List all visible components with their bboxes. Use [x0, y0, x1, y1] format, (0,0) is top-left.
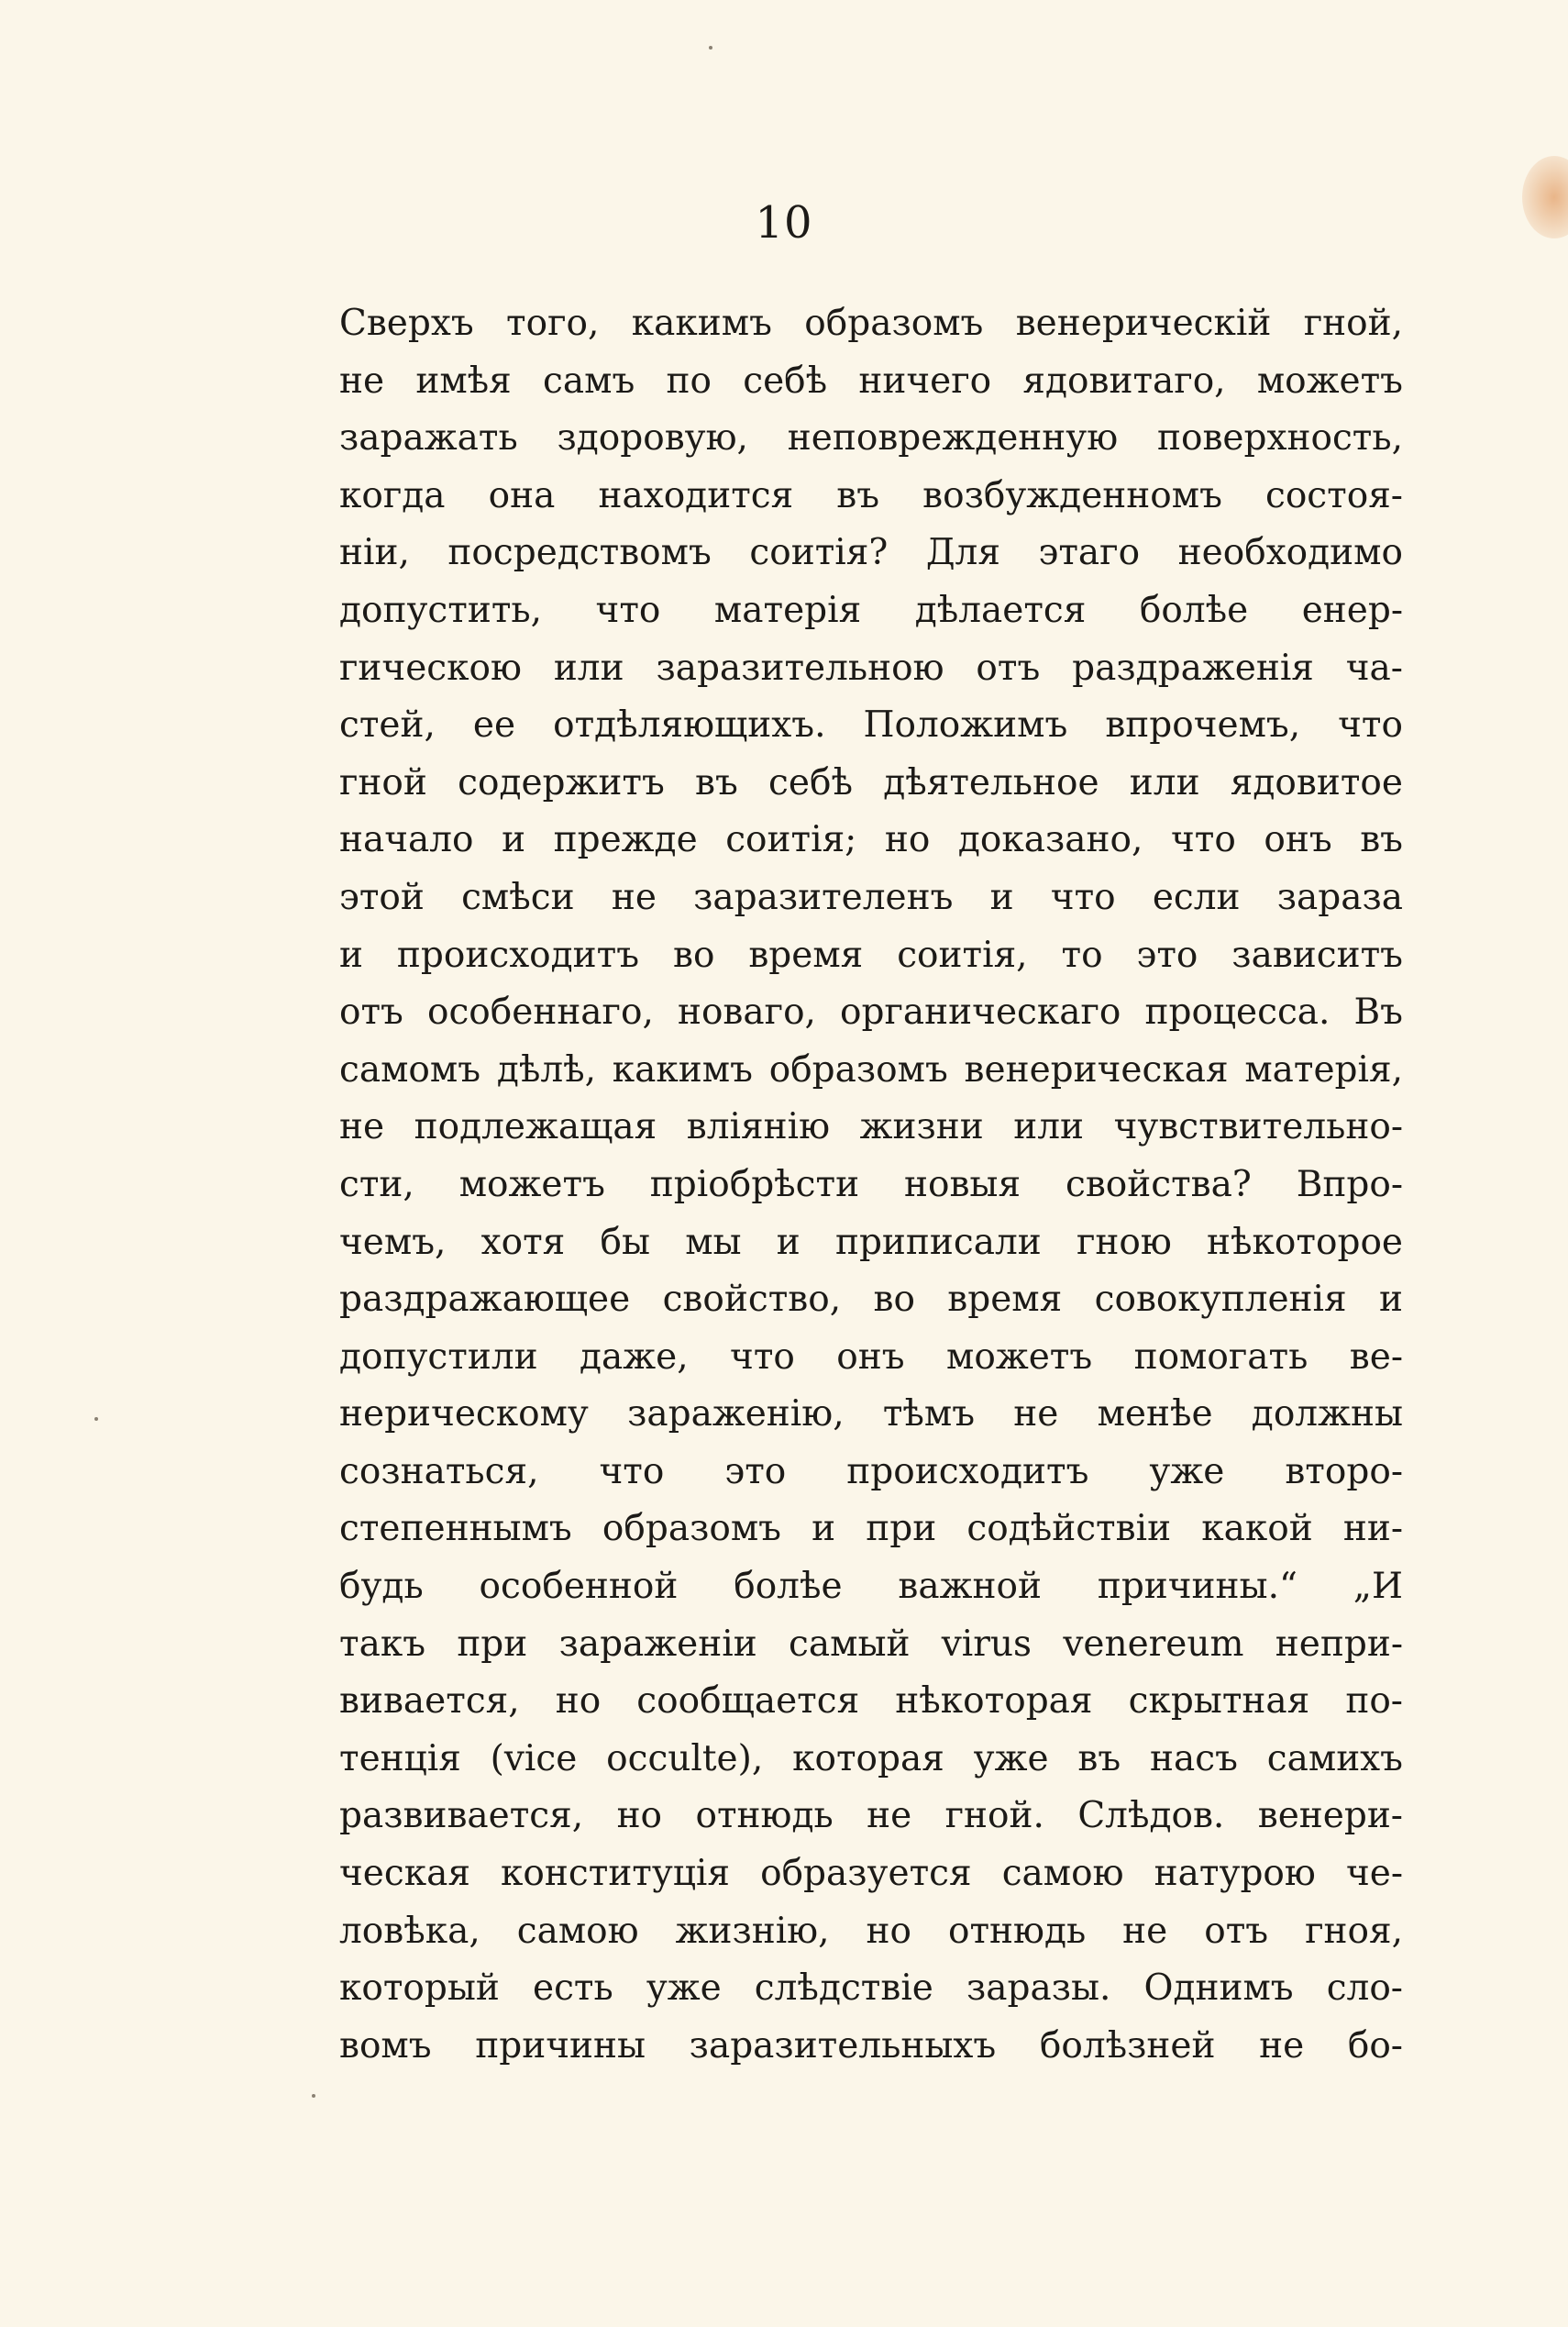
- text-line: вивается, но сообщается нѣкоторая скрытная по-: [339, 1680, 1403, 1723]
- paper-speck: [94, 1417, 98, 1421]
- text-line: гной содержитъ въ себѣ дѣятельное или ядовитое: [339, 761, 1403, 803]
- text-line: Сверхъ того, какимъ образомъ венерическій гной,: [339, 303, 1403, 344]
- text-line: сти, можетъ пріобрѣсти новыя свойства? Впро-: [339, 1163, 1403, 1205]
- text-line: этой смѣси не заразителенъ и что если зараза: [339, 876, 1403, 918]
- text-line: отъ особеннаго, новаго, органическаго процесса. Въ: [339, 992, 1403, 1034]
- text-line: будь особенной болѣе важной причины.“ „И: [339, 1566, 1403, 1608]
- text-line: и происходитъ во время соитія, то это зависитъ: [339, 934, 1403, 976]
- paper-speck: [312, 2094, 315, 2098]
- text-line: начало и прежде соитія; но доказано, что онъ въ: [339, 819, 1403, 861]
- text-line: который есть уже слѣдствіе заразы. Однимъ сло-: [339, 1967, 1403, 2010]
- text-line: заражать здоровую, неповрежденную поверхность,: [339, 417, 1403, 460]
- paper-speck: [709, 46, 712, 50]
- text-line: не имѣя самъ по себѣ ничего ядовитаго, можетъ: [339, 360, 1403, 402]
- page-number: 10: [755, 197, 813, 249]
- text-line: тенція (vice occulte), которая уже въ насъ самихъ: [339, 1737, 1403, 1779]
- text-line: степеннымъ образомъ и при содѣйствіи какой ни-: [339, 1508, 1403, 1550]
- text-line: ловѣка, самою жизнію, но отнюдь не отъ гноя,: [339, 1910, 1403, 1952]
- text-line: такъ при зараженіи самый virus venereum непри-: [339, 1623, 1403, 1665]
- text-line: чемъ, хотя бы мы и приписали гною нѣкоторое: [339, 1221, 1403, 1263]
- text-line: гическою или заразительною отъ раздраженія ча-: [339, 647, 1403, 689]
- text-line: не подлежащая вліянію жизни или чувствительно-: [339, 1106, 1403, 1148]
- text-line: допустить, что матерія дѣлается болѣе енер-: [339, 589, 1403, 631]
- text-line: когда она находится въ возбужденномъ состоя-: [339, 474, 1403, 516]
- text-line: нерическому зараженію, тѣмъ не менѣе должны: [339, 1393, 1403, 1435]
- text-line: допустили даже, что онъ можетъ помогать ве-: [339, 1335, 1403, 1378]
- text-line: самомъ дѣлѣ, какимъ образомъ венерическая матерія,: [339, 1048, 1403, 1091]
- text-line: ческая конституція образуется самою натурою че-: [339, 1853, 1403, 1895]
- body-text: [339, 295, 1403, 2075]
- text-line: стей, ее отдѣляющихъ. Положимъ впрочемъ, что: [339, 704, 1403, 747]
- text-line: развивается, но отнюдь не гной. Слѣдов. венери-: [339, 1795, 1403, 1837]
- text-line: сознаться, что это происходитъ уже второ-: [339, 1450, 1403, 1492]
- text-line: ніи, посредствомъ соитія? Для этаго необходимо: [339, 532, 1403, 574]
- text-line: вомъ причины заразительныхъ болѣзней не бо-: [339, 2024, 1403, 2067]
- text-line: раздражающее свойство, во время совокупленія и: [339, 1279, 1403, 1321]
